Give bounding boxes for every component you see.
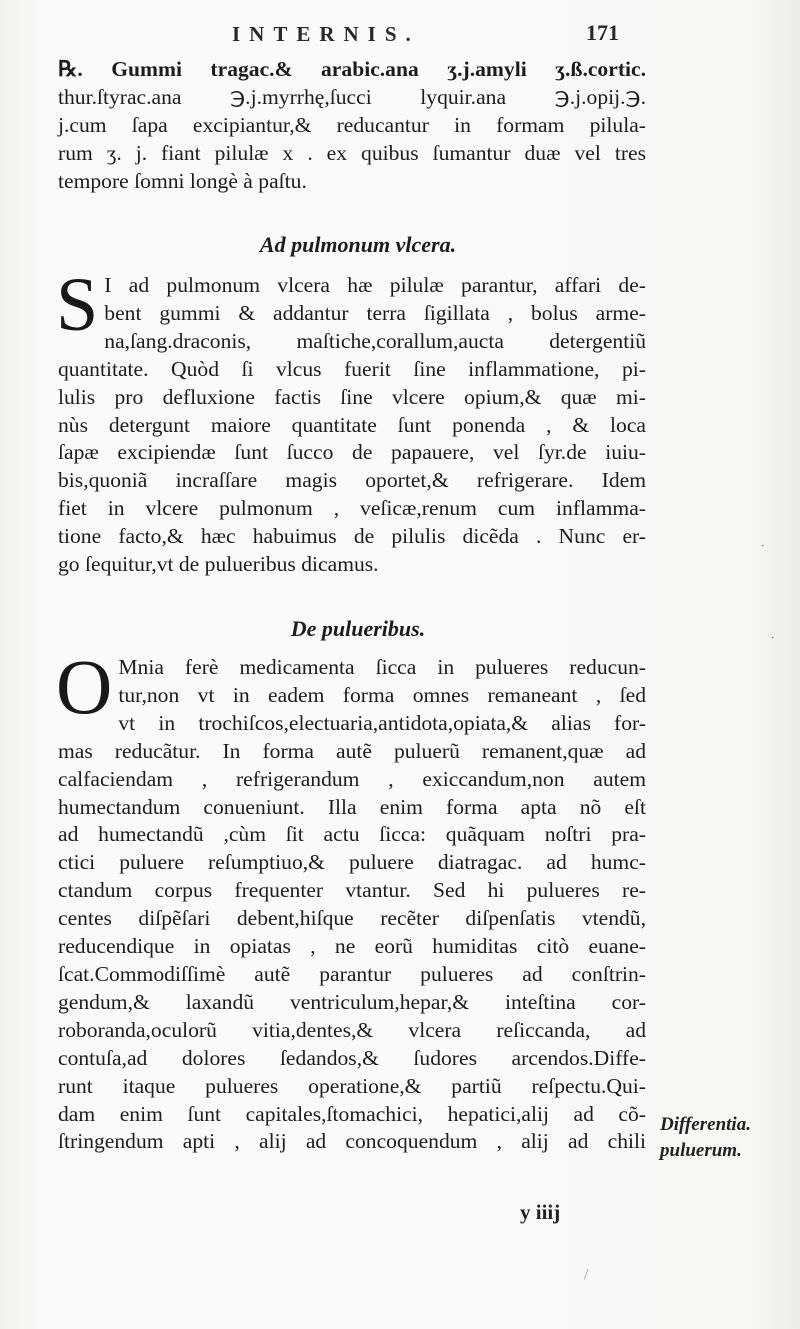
paragraph-line: contuſa,ad dolores ſedandos,& ſudores arcendos.Diffe- xyxy=(58,1045,646,1070)
ink-speck: · xyxy=(760,538,766,555)
paragraph-line: runt itaque pulueres operatione,& partiũ reſpectu.Qui- xyxy=(58,1073,646,1098)
paragraph-line: bent gummi & addantur terra ſigillata , bolus arme- xyxy=(104,300,646,325)
paragraph-line: mas reducãtur. In forma autẽ puluerũ remanent,quæ ad xyxy=(58,738,646,763)
signature-mark: y iiij xyxy=(520,1200,561,1224)
paragraph-line: I ad pulmonum vlcera hæ pilulæ parantur, affari de- xyxy=(104,273,646,297)
paragraph-line: na,ſang.draconis, maſtiche,corallum,aucta detergentiũ xyxy=(104,328,646,353)
paragraph-pulmonum xyxy=(56,263,646,579)
ink-speck: / xyxy=(584,1266,589,1283)
paragraph-line: ſtringendum apti , alij ad concoquendum , alij ad chili xyxy=(58,1129,646,1154)
paragraph-line: ctandum corpus frequenter vtantur. Sed hi pulueres re- xyxy=(58,878,646,903)
paragraph-line: dam enim ſunt capitales,ſtomachici, hepatici,alij ad cõ- xyxy=(58,1101,646,1126)
recipe-line: rum ʒ. j. fiant pilulæ x . ex quibus ſumantur duæ vel tres xyxy=(58,140,646,165)
paragraph-line: bis,quoniã incraſſare magis oportet,& refrigerare. Idem xyxy=(58,468,646,493)
paragraph-line: ad humectandũ ,cùm ſit actu ſicca: quãquam noſtri pra- xyxy=(58,822,646,847)
running-head: INTERNIS. xyxy=(232,22,420,46)
paragraph-line: calfaciendam , refrigerandum , exiccandum,non autem xyxy=(58,766,646,791)
margin-note-line: Differentia. xyxy=(660,1114,751,1135)
paragraph-line: gendum,& laxandũ ventriculum,hepar,& inteſtina cor- xyxy=(58,989,646,1014)
paragraph-line: Mnia ferè medicamenta ſicca in pulueres reducun- xyxy=(118,655,646,679)
drop-cap: O xyxy=(56,643,113,730)
paragraph-line: tur,non vt in eadem forma omnes remaneant , ſed xyxy=(118,682,646,707)
paragraph-line: roboranda,oculorũ vitia,dentes,& vlcera reſiccanda, ad xyxy=(58,1017,646,1042)
margin-note xyxy=(660,1112,751,1164)
page-number: 171 xyxy=(586,20,619,45)
paragraph-line: ſapæ excipiendæ ſunt ſucco de papauere, vel ſyr.de iuiu- xyxy=(58,440,646,465)
paragraph-line: fiet in vlcere pulmonum , veſicæ,renum cum inflamma- xyxy=(58,496,646,521)
paragraph-pulueribus xyxy=(56,643,646,1156)
recipe-line: j.cum ſapa excipiantur,& reducantur in formam pilula- xyxy=(58,112,646,137)
section-heading-pulueribus: De pulueribus. xyxy=(290,616,426,641)
paragraph-line: nùs detergunt maiore quantitate ſunt ponenda , & loca xyxy=(58,412,646,437)
paragraph-line: ſcat.Commodiſſimè autẽ parantur pulueres ad conſtrin- xyxy=(58,961,646,986)
recipe-line: ℞. Gummi tragac.& arabic.ana ʒ.j.amyli ʒ.ß.cortic. xyxy=(58,57,646,81)
paragraph-line: lulis pro defluxione factis ſine vlcere opium,& quæ mi- xyxy=(58,384,646,409)
paragraph-line: humectandum conueniunt. Illa enim forma apta nõ eſt xyxy=(58,794,646,819)
paragraph-line: ctici puluere reſumptiuo,& puluere diatragac. ad humc- xyxy=(58,850,646,875)
paragraph-line: reducendique in opiatas , ne eorũ humiditas citò euane- xyxy=(58,934,646,959)
paragraph-line: tione facto,& hæc habuimus de pilulis dicẽda . Nunc er- xyxy=(58,524,646,549)
paragraph-line: go ſequitur,vt de pulueribus dicamus. xyxy=(58,552,379,577)
paragraph-line: centes diſpẽſari debent,hiſque recẽter diſpenſatis vtendũ, xyxy=(58,906,646,931)
ink-speck: · xyxy=(770,630,776,647)
recipe-line: thur.ſtyrac.ana ℈.j.myrrhę,ſucci lyquir.ana ℈.j.opij.℈. xyxy=(58,84,646,109)
paragraph-line: vt in trochiſcos,electuaria,antidota,opiata,& alias for- xyxy=(118,710,646,735)
section-heading-pulmonum: Ad pulmonum vlcera. xyxy=(259,232,457,257)
recipe-line: tempore ſomni longè à paſtu. xyxy=(58,168,307,193)
margin-note-line: puluerum. xyxy=(660,1140,742,1161)
paragraph-line: quantitate. Quòd ſi vlcus fuerit ſine inflammatione, pi- xyxy=(58,356,646,381)
recipe-paragraph xyxy=(58,56,646,196)
drop-cap: S xyxy=(56,263,99,347)
